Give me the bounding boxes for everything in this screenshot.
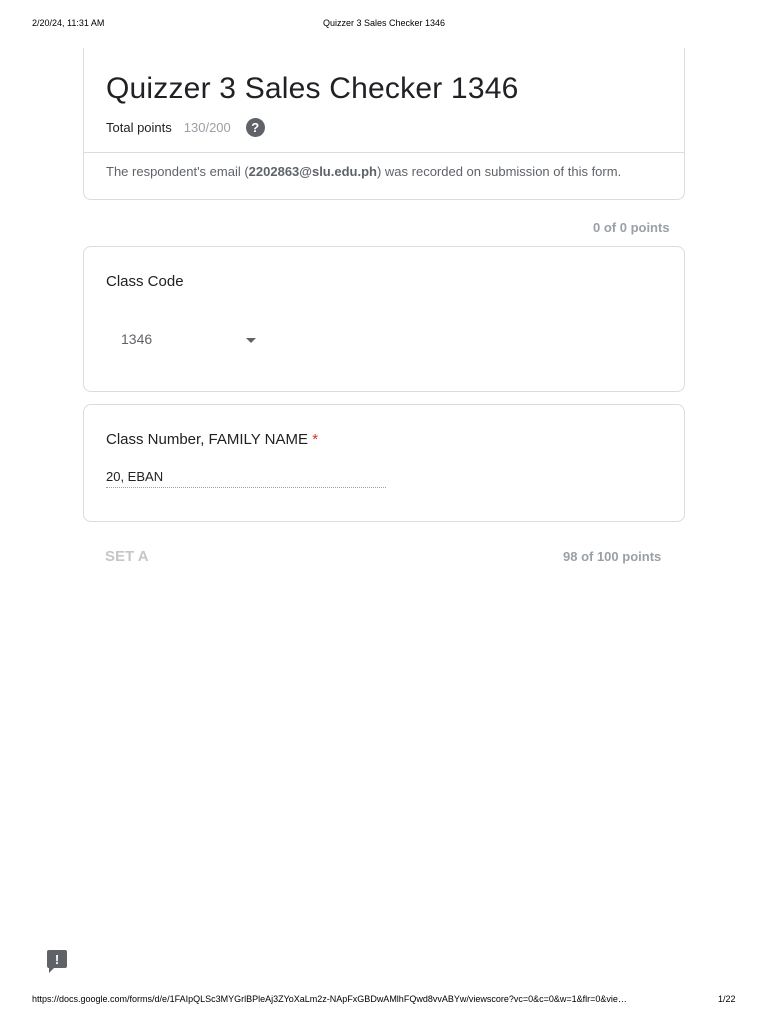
question-card-class-code [83, 246, 685, 392]
intro-section-points: 0 of 0 points [593, 220, 670, 235]
respondent-email-notice [106, 164, 621, 179]
print-doc-title: Quizzer 3 Sales Checker 1346 [322, 18, 446, 28]
header-divider [84, 152, 684, 153]
class-code-dropdown[interactable] [121, 331, 261, 351]
email-prefix: The respondent's email ( [106, 164, 249, 179]
class-code-selected-value: 1346 [121, 331, 153, 347]
email-suffix: ) was recorded on submission of this form. [376, 164, 622, 179]
section-title-set-a: SET A [105, 548, 149, 565]
feedback-icon[interactable]: ! [47, 950, 67, 968]
help-circle-icon[interactable]: ? [246, 118, 265, 137]
respondent-email: 2202863@slu.edu.ph [248, 164, 377, 179]
question-title-class-number [106, 431, 318, 448]
total-points-label: Total points [106, 119, 172, 135]
set-a-points: 98 of 100 points [563, 549, 662, 564]
print-page-number: 1/22 [718, 994, 736, 1004]
class-number-answer: 20, EBAN [106, 469, 386, 488]
print-url: https://docs.google.com/forms/d/e/1FAIpQLSc3MYGrlBPleAj3ZYoXaLm2z-NApFxGBDwAMlhFQwd8vvABYw/viewscore?vc=0&c=0&w=1&flr=0&vie… [32, 994, 627, 1004]
question-title-class-code: Class Code [106, 273, 184, 290]
question-card-class-number [83, 404, 685, 522]
total-points-value: 130/200 [183, 119, 231, 135]
required-asterisk: * [312, 431, 319, 448]
form-title: Quizzer 3 Sales Checker 1346 [106, 72, 519, 105]
total-points-row [106, 116, 265, 138]
caret-down-icon [246, 338, 256, 343]
form-header-card [83, 48, 685, 200]
class-number-label: Class Number, FAMILY NAME [106, 431, 309, 448]
print-datetime: 2/20/24, 11:31 AM [32, 18, 105, 28]
